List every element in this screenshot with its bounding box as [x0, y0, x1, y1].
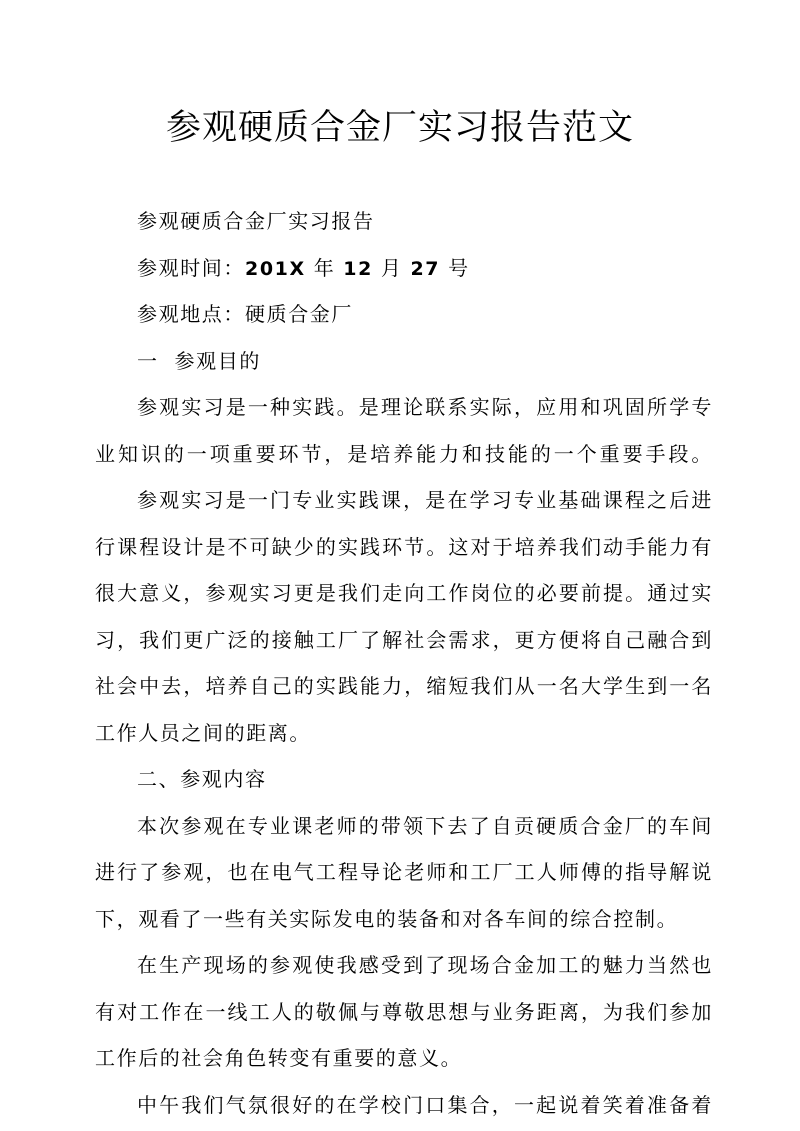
visit-time-label: 参观时间：	[137, 255, 245, 280]
paragraph-line: 有对工作在一线工人的敬佩与尊敬思想与业务距离，为我们参加	[95, 999, 713, 1024]
paragraph-line: 业知识的一项重要环节，是培养能力和技能的一个重要手段。	[95, 441, 713, 466]
visit-time-line	[95, 245, 713, 292]
visit-year-unit: 年	[313, 255, 336, 280]
paragraph-line: 下，观看了一些有关实际发电的装备和对各车间的综合控制。	[95, 906, 679, 931]
paragraph-line: 工作人员之间的距离。	[95, 720, 311, 745]
visit-month-unit: 月	[380, 255, 403, 280]
paragraph-line: 参观实习是一门专业实践课，是在学习专业基础课程之后进	[137, 488, 713, 512]
paragraph-line: 在生产现场的参观使我感受到了现场合金加工的魅力当然也	[137, 953, 713, 977]
paragraph-line: 社会中去，培养自己的实践能力，缩短我们从一名大学生到一名	[95, 674, 713, 698]
paragraph-line: 中午我们气氛很好的在学校门口集合，一起说着笑着准备着	[137, 1092, 713, 1117]
section-heading-purpose: 一 参观目的	[137, 348, 261, 373]
paragraph-line: 很大意义，参观实习更是我们走向工作岗位的必要前提。通过实	[95, 581, 713, 605]
section-heading-content: 二、参观内容	[137, 767, 267, 791]
paragraph-line: 本次参观在专业课老师的带领下去了自贡硬质合金厂的车间	[137, 813, 713, 838]
document-body	[95, 198, 713, 1128]
report-subtitle: 参观硬质合金厂实习报告	[137, 209, 375, 233]
visit-place-line: 参观地点：硬质合金厂	[137, 302, 353, 326]
visit-day: 27	[410, 257, 441, 280]
visit-month: 12	[343, 257, 373, 280]
visit-day-unit: 号	[448, 255, 470, 280]
paragraph-line: 习，我们更广泛的接触工厂了解社会需求，更方便将自己融合到	[95, 627, 713, 652]
visit-year: 201X	[245, 257, 306, 280]
paragraph-line: 行课程设计是不可缺少的实践环节。这对于培养我们动手能力有	[95, 534, 713, 559]
page-title: 参观硬质合金厂实习报告范文	[165, 108, 634, 148]
paragraph-line: 参观实习是一种实践。是理论联系实际，应用和巩固所学专	[137, 395, 713, 419]
paragraph-line: 工作后的社会角色转变有重要的意义。	[95, 1046, 463, 1070]
paragraph-line: 进行了参观，也在电气工程导论老师和工厂工人师傅的指导解说	[95, 860, 713, 884]
